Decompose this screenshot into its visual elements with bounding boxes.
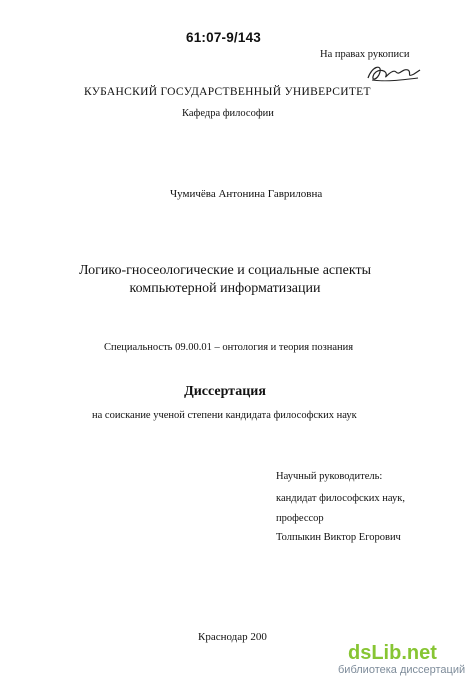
supervisor-label: Научный руководитель:	[276, 471, 383, 482]
handwritten-signature	[362, 60, 422, 86]
specialty-line: Специальность 09.00.01 – онтология и теория познания	[104, 342, 354, 353]
supervisor-name: Толпыкин Виктор Егорович	[276, 532, 401, 543]
dissertation-title-line-1: Логико-гносеологические и социальные аспекты	[79, 263, 371, 278]
watermark-caption: библиотека диссертаций	[338, 664, 465, 676]
supervisor-rank: профессор	[276, 513, 324, 524]
watermark-logo: dsLib.net	[348, 642, 437, 664]
archive-code: 61:07-9/143	[186, 30, 262, 45]
dissertation-heading: Диссертация	[184, 384, 266, 399]
dissertation-title-line-2: компьютерной информатизации	[129, 281, 321, 296]
department-name: Кафедра философии	[182, 108, 274, 119]
manuscript-rights-note: На правах рукописи	[320, 49, 410, 60]
university-name: КУБАНСКИЙ ГОСУДАРСТВЕННЫЙ УНИВЕРСИТЕТ	[84, 86, 371, 98]
supervisor-degree: кандидат философских наук,	[276, 493, 405, 504]
city-year: Краснодар 200	[198, 631, 267, 643]
author-name: Чумичёва Антонина Гавриловна	[170, 188, 323, 200]
degree-line: на соискание ученой степени кандидата философских наук	[92, 410, 357, 421]
